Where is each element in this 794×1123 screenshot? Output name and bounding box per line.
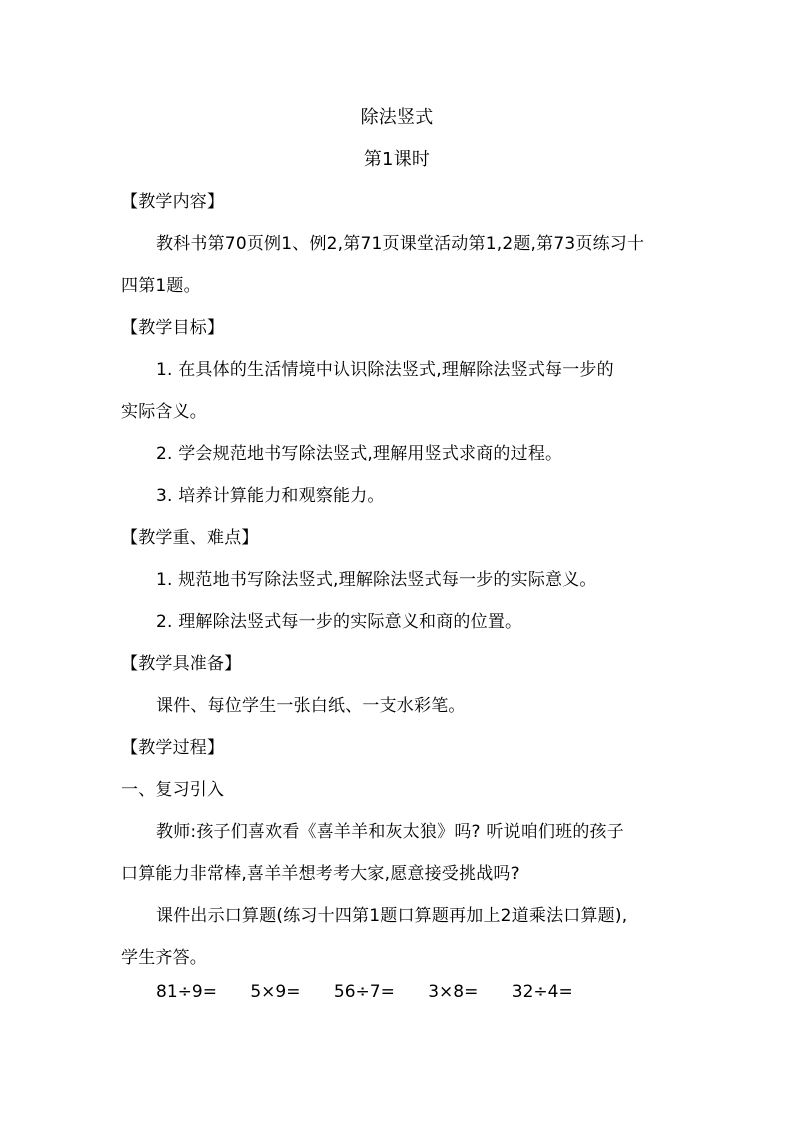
goal-3: 3. 培养计算能力和观察能力。 bbox=[156, 486, 385, 506]
goal-2: 2. 学会规范地书写除法竖式,理解用竖式求商的过程。 bbox=[156, 444, 563, 464]
math-problem: 3×8= bbox=[428, 982, 479, 1002]
goal-1-line2: 实际含义。 bbox=[121, 402, 207, 422]
goals-heading: 【教学目标】 bbox=[121, 318, 225, 338]
preparation-text: 课件、每位学生一张白纸、一支水彩笔。 bbox=[156, 696, 466, 716]
content-heading: 【教学内容】 bbox=[121, 192, 225, 212]
part-1-heading: 一、复习引入 bbox=[121, 780, 225, 800]
document-title: 除法竖式 bbox=[360, 107, 434, 128]
courseware-line1: 课件出示口算题(练习十四第1题口算题再加上2道乘法口算题), bbox=[156, 906, 628, 926]
key-point-2: 2. 理解除法竖式每一步的实际意义和商的位置。 bbox=[156, 612, 523, 632]
math-problem: 56÷7= bbox=[333, 982, 395, 1002]
document-subtitle: 第1课时 bbox=[363, 149, 431, 170]
math-problems-row bbox=[156, 981, 601, 1003]
content-text-line1: 教科书第70页例1、例2,第71页课堂活动第1,2题,第73页练习十 bbox=[156, 234, 645, 254]
key-point-1: 1. 规范地书写除法竖式,理解除法竖式每一步的实际意义。 bbox=[156, 570, 597, 590]
math-problem: 81÷9= bbox=[156, 982, 217, 1002]
math-problem: 5×9= bbox=[250, 982, 301, 1002]
math-problem: 32÷4= bbox=[511, 982, 573, 1002]
teacher-speech-line1: 教师:孩子们喜欢看《喜羊羊和灰太狼》吗? 听说咱们班的孩子 bbox=[156, 822, 624, 842]
teacher-speech-line2: 口算能力非常棒,喜羊羊想考考大家,愿意接受挑战吗? bbox=[121, 864, 520, 884]
goal-1-line1: 1. 在具体的生活情境中认识除法竖式,理解除法竖式每一步的 bbox=[156, 360, 614, 380]
preparation-heading: 【教学具准备】 bbox=[121, 654, 242, 674]
content-text-line2: 四第1题。 bbox=[121, 276, 201, 296]
process-heading: 【教学过程】 bbox=[121, 738, 225, 758]
courseware-line2: 学生齐答。 bbox=[121, 948, 207, 968]
key-points-heading: 【教学重、难点】 bbox=[121, 528, 259, 548]
